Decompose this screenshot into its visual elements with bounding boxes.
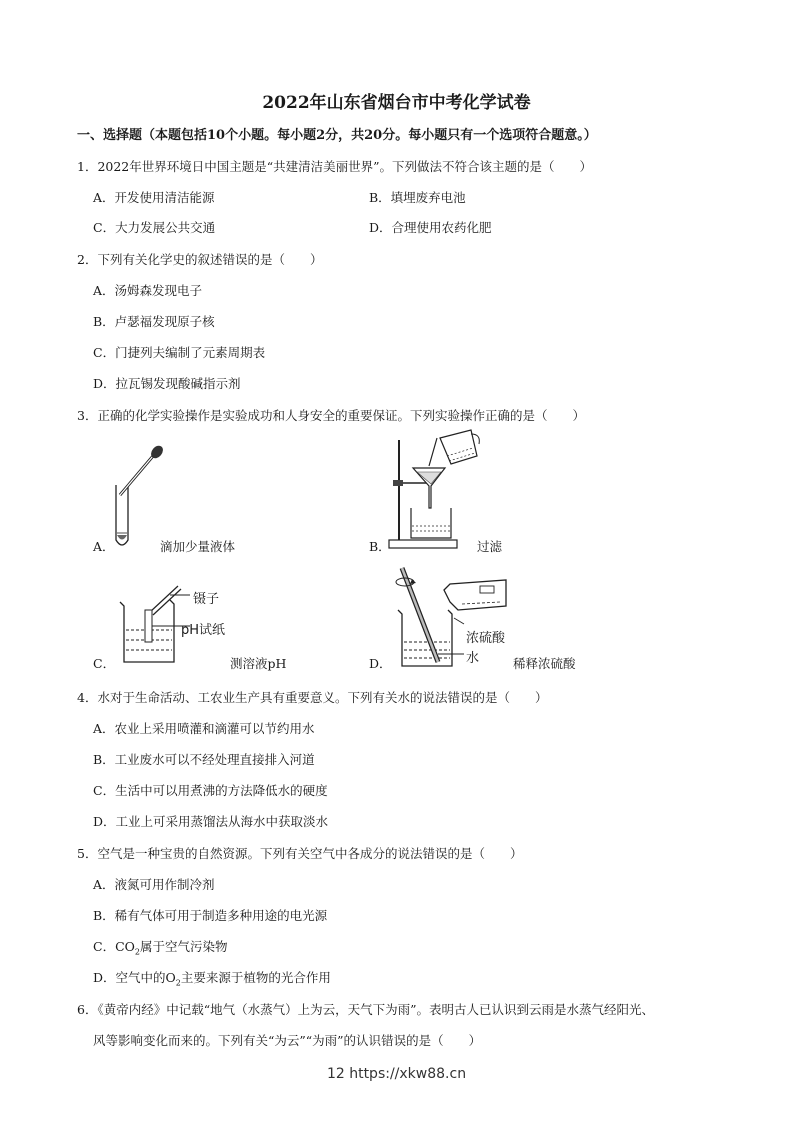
question-5-option-d-sub: 2 [175,978,181,988]
question-5-option-b: B．稀有气体可用于制造多种用途的电光源 [93,908,328,923]
question-3-stem: 3．正确的化学实验操作是实验成功和人身安全的重要保证。下列实验操作正确的是（ ） [77,408,585,423]
question-6-line-2: 风等影响变化而来的。下列有关“为云”“为雨”的认识错误的是（ ） [93,1033,482,1048]
question-1-option-c: C．大力发展公共交通 [93,220,216,235]
page-title: 2022年山东省烟台市中考化学试卷 [262,93,531,113]
question-5-option-c-post: 属于空气污染物 [139,939,228,954]
question-2-option-a: A．汤姆森发现电子 [93,283,203,298]
figure-filtration [385,428,490,553]
question-1-option-d: D．合理使用农药化肥 [369,220,492,235]
question-6-line-1: 6．《黄帝内经》中记载“地气（水蒸气）上为云，天气下为雨”。表明古人已认识到云雨是水蒸气经阳光、 [77,1002,654,1017]
figure-dilute-acid [388,562,518,670]
question-3-option-d-caption: 稀释浓硫酸 [513,656,576,671]
question-1-option-a: A．开发使用清洁能源 [93,190,215,205]
question-3-option-a-caption: 滴加少量液体 [160,539,236,554]
question-3-option-b-caption: 过滤 [477,539,503,554]
question-4-option-b: B．工业废水可以不经处理直接排入河道 [93,752,315,767]
figure-acid-label-acid: 浓硫酸 [466,631,506,646]
question-3-option-d-letter: D． [369,656,392,671]
question-5-option-c [93,937,228,957]
figure-ph-label-tweezers: 镊子 [193,592,220,607]
question-3-option-a-letter: A． [93,539,115,554]
question-5-option-c-pre: C．CO [93,939,135,954]
question-2-stem: 2．下列有关化学史的叙述错误的是（ ） [77,252,323,267]
question-3-option-c-caption: 测溶液pH [230,656,287,671]
question-5-stem: 5．空气是一种宝贵的自然资源。下列有关空气中各成分的说法错误的是（ ） [77,846,523,861]
figure-acid-label-water: 水 [466,651,480,666]
question-1-option-b: B．填埋废弃电池 [369,190,466,205]
question-3-option-c-letter: C． [93,656,116,671]
question-2-option-d: D．拉瓦锡发现酸碱指示剂 [93,376,241,391]
question-5-option-a: A．液氮可用作制冷剂 [93,877,215,892]
question-5-option-d-post: 主要来源于植物的光合作用 [180,970,331,985]
question-5-option-c-sub: 2 [134,947,140,957]
question-4-stem: 4．水对于生命活动、工农业生产具有重要意义。下列有关水的说法错误的是（ ） [77,690,548,705]
figure-ph-label-paper: pH试纸 [181,623,226,638]
question-5-option-d-pre: D．空气中的O [93,970,176,985]
question-2-option-b: B．卢瑟福发现原子核 [93,314,215,329]
section-heading: 一、选择题（本题包括10个小题。每小题2分，共20分。每小题只有一个选项符合题意。） [77,128,597,143]
question-4-option-a: A．农业上采用喷灌和滴灌可以节约用水 [93,721,315,736]
question-2-option-c: C．门捷列夫编制了元素周期表 [93,345,266,360]
question-4-option-d: D．工业上可采用蒸馏法从海水中获取淡水 [93,814,329,829]
question-4-option-c: C．生活中可以用煮沸的方法降低水的硬度 [93,783,328,798]
question-1-stem: 1．2022年世界环境日中国主题是“共建清洁美丽世界”。下列做法不符合该主题的是（ ） [77,159,593,174]
page-footer: 12 https://xkw88.cn [326,1066,467,1082]
figure-ph-test [112,582,192,667]
question-5-option-d [93,968,331,988]
question-3-option-b-letter: B． [369,539,391,554]
